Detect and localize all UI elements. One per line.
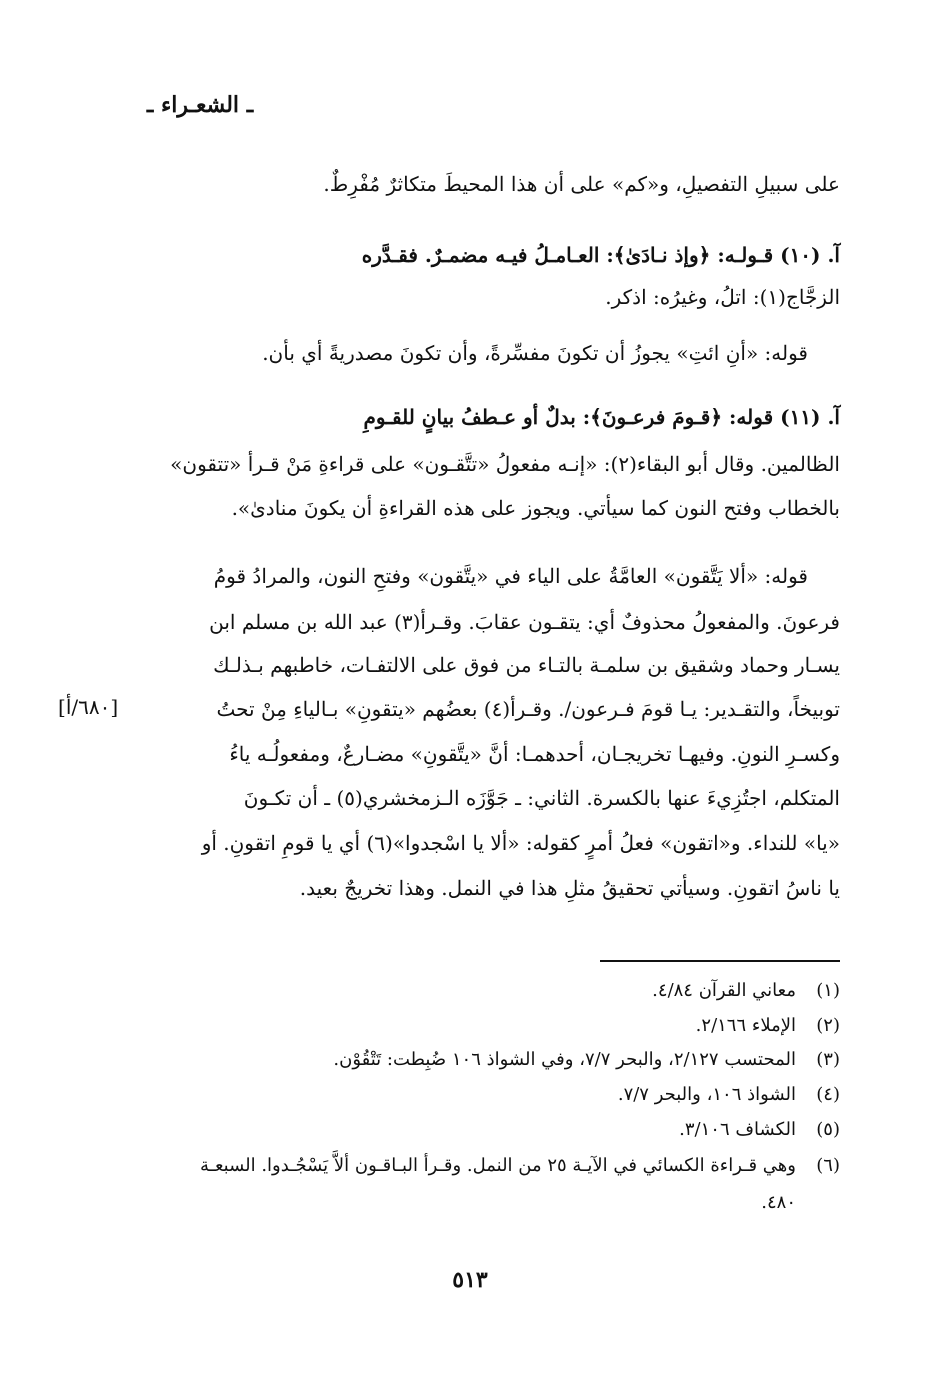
running-header: ـ الشعـراء ـ (146, 92, 254, 118)
footnote-text: ٤٨٠. (761, 1192, 796, 1213)
footnote-text: الكشاف ٣/١٠٦. (679, 1119, 796, 1140)
footnote-separator (600, 960, 840, 962)
body-line: يسـار وحماد وشقيق بن سلمـة بالتـاء من فوق على الالتفـات، خاطبهم بـذلـك (213, 653, 840, 677)
body-line: قوله: «ألا يَتَّقون» العامَّةُ على الياء في «يتَّقون» وفتحِ النون، والمرادُ قومُ (213, 564, 808, 588)
footnote-number: (٣) (816, 1049, 840, 1070)
body-line: الظالمين. وقال أبو البقاء(٢): «إنـه مفعولُ «تتَّقـون» على قراءةِ مَنْ قـرأ «تتقون» (170, 452, 840, 476)
footnote (100, 980, 840, 1001)
body-line: الزجَّاج(١): اتلُ، وغيرُه: اذكر. (605, 285, 840, 309)
footnote (100, 1192, 840, 1213)
footnote-text: الإملاء ٢/١٦٦. (695, 1015, 796, 1036)
footnote-number: (٤) (816, 1084, 840, 1105)
footnote (100, 1049, 840, 1070)
body-line: بالخطاب وفتح النون كما سيأتي. ويجوز على هذه القراءةِ أن يكونَ منادىٰ». (231, 496, 840, 520)
footnote (100, 1119, 840, 1140)
footnote-text: الشواذ ١٠٦، والبحر ٧/٧. (617, 1084, 796, 1105)
footnote (100, 1015, 840, 1036)
page-number: ٥١٣ (452, 1267, 488, 1293)
footnote-text: وهي قـراءة الكسائي في الآيـة ٢٥ من النمل. وقـرأ البـاقـون ألاَّ يَسْجُـدوا. السبعـة (200, 1155, 796, 1176)
body-line: المتكلم، اجتُزِيءَ عنها بالكسرة. الثاني: ـ جَوَّزَه الـزمخشري(٥) ـ أن تكـونَ (243, 786, 840, 810)
body-line: توبيخاً، والتقـدير: يـا قومَ فـرعون/. وقـرأ(٤) بعضُهم «يتقونِ» بـالياءِ مِنْ تحتُ (216, 697, 840, 721)
body-line: «يا» للنداء. و«اتقون» فعلُ أمرٍ كقوله: «ألا يا اسْجدوا»(٦) أي يا قومِ اتقونِ. أو (201, 831, 840, 855)
footnote (100, 1155, 840, 1176)
body-line: وكسـرِ النونِ. وفيهـا تخريجـان، أحدهمـا: أنَّ «يتَّقونِ» مضـارعٌ، ومفعولُـه ياءُ (229, 742, 840, 766)
footnote-number: (٢) (816, 1015, 840, 1036)
footnote-number: (٦) (816, 1155, 840, 1176)
body-line: فرعونَ. والمفعولُ محذوفٌ أي: يتقـون عقابَ. وقـرأ(٣) عبد الله بن مسلم ابن (209, 610, 840, 634)
footnote-text: المحتسب ٢/١٢٧، والبحر ٧/٧، وفي الشواذ ١٠٦ ضُبِطت: تَتْقُوْن. (333, 1049, 796, 1070)
footnote-number: (١) (816, 980, 840, 1001)
body-line: يا ناسُ اتقونِ. وسيأتي تحقيقُ مثلِ هذا في النمل. وهذا تخريجٌ بعيد. (299, 876, 840, 900)
footnote-text: معاني القرآن ٤/٨٤. (652, 980, 796, 1001)
body-line: آ. (١١) قوله: ﴿قـومَ فرعـونَ﴾: بدلٌ أو عـطفُ بيانٍ للقـومِ (363, 405, 840, 429)
body-line: آ. (١٠) قـولـه: ﴿وإذ نـادَىٰ﴾: العـامـلُ فيـه مضمـرٌ. فقـدَّره (361, 243, 840, 267)
margin-folio-note: [٦٨٠/أ] (58, 695, 119, 719)
footnote (100, 1084, 840, 1105)
body-line: قوله: «أنِ ائتِ» يجوزُ أن تكونَ مفسِّرةً، وأن تكونَ مصدريةً أي بأن. (262, 341, 808, 365)
footnote-number: (٥) (816, 1119, 840, 1140)
body-line: على سبيلِ التفصيلِ، و«كم» على أن هذا المحيطَ متكاثرٌ مُفْرِطٌ. (323, 172, 840, 196)
